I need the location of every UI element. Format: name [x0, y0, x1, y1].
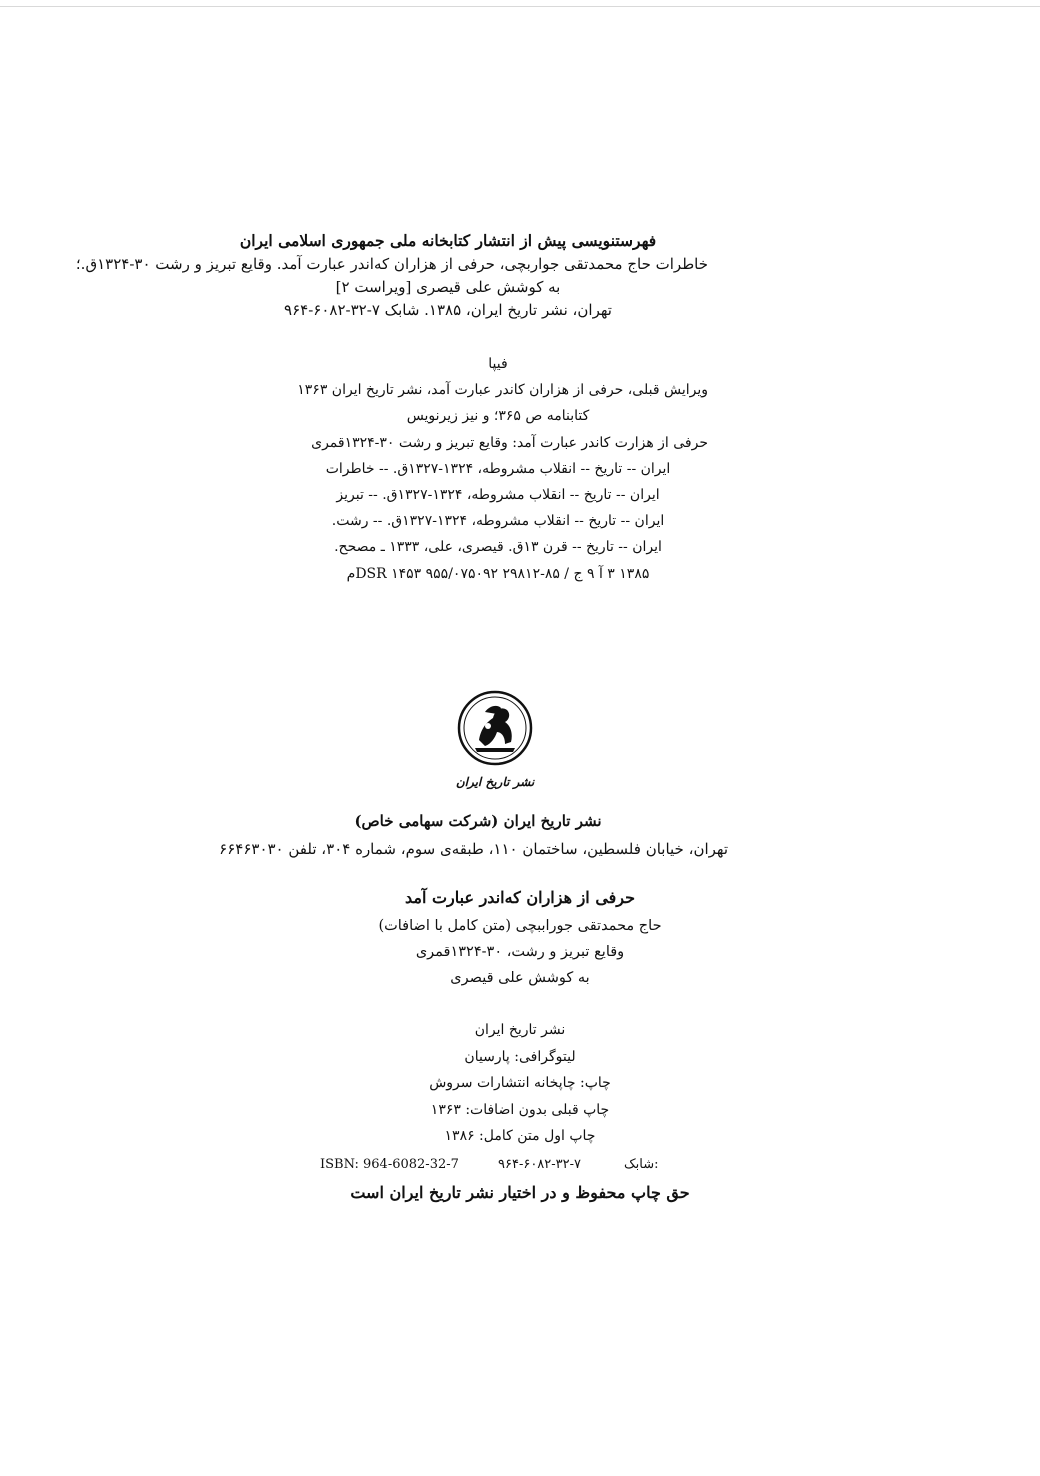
fipa-block [288, 356, 708, 592]
fipa-line: کتابنامه ص ۳۶۵؛ و نیز زیرنویس [406, 408, 590, 425]
book-block [270, 888, 770, 996]
colophon-prev-edition: چاپ قبلی بدون اضافات: ۱۳۶۳ [430, 1101, 610, 1118]
cip-block [75, 231, 708, 324]
colophon-first-full: چاپ اول متن کامل: ۱۳۸۶ [444, 1128, 596, 1144]
cip-heading: فهرستنویسی پیش از انتشار کتابخانه ملی جمهوری اسلامی ایران [239, 231, 657, 250]
colophon-publisher: نشر تاریخ ایران [474, 1022, 566, 1038]
publisher-name [228, 812, 728, 840]
emblem-caption: نشر تاریخ ایران [455, 775, 535, 789]
fipa-line: حرفی از هزارت کاندر عبارت آمد: وقایع تبریز و رشت ۳۰-۱۳۲۴قمری [311, 434, 708, 451]
cip-line-1: خاطرات حاج محمدتقی جواربچی، حرفی از هزاران که‌اندر عبارت آمد. وقایع تبریز و رشت ۳۰-۱۳۲۴ق.؛ [75, 255, 708, 273]
book-line-1: حاج محمدتقی جوراببچی (متن کامل با اضافات) [378, 918, 662, 934]
publisher-block [219, 812, 728, 868]
cip-line-3: تهران، نشر تاریخ ایران، ۱۳۸۵. شابک ۷-۳۲-۶۰۸۲-۹۶۴ [284, 301, 612, 319]
fipa-line: ایران -- تاریخ -- انقلاب مشروطه، ۱۳۲۴-۱۳۲۷ق. -- خاطرات [325, 460, 671, 477]
colophon-lithography: لیتوگرافی: پارسیان [464, 1048, 576, 1065]
publisher-emblem-icon [455, 688, 535, 794]
isbn-latin: ISBN: 964-6082-32-7 [320, 1157, 459, 1172]
book-title: حرفی از هزاران که‌اندر عبارت آمد [404, 888, 636, 907]
fipa-line: ایران -- تاریخ -- انقلاب مشروطه، ۱۳۲۴-۱۳۲۷ق. -- تبریز [336, 486, 660, 503]
shabak-value: ۹۶۴-۶۰۸۲-۳۲-۷ [498, 1157, 582, 1172]
fipa-line: ایران -- تاریخ -- انقلاب مشروطه، ۱۳۲۴-۱۳۲۷ق. -- رشت. [331, 513, 665, 530]
copyright-notice: حق چاپ محفوظ و در اختیار نشر تاریخ ایران است [350, 1183, 690, 1202]
fipa-line: ایران -- تاریخ -- قرن ۱۳ق. قیصری، علی، ۱۳۳۳ ـ مصحح. [334, 539, 662, 556]
fipa-line: ۱۳۸۵ ۳ آ ۹ ج / DSR ۱۴۵۳ ۹۵۵/۰۷۵۰۹۲ ۲۹۸۱۲-۸۵م [346, 565, 650, 582]
publisher-name-text: نشر تاریخ ایران (شرکت سهامی خاص) [354, 812, 602, 830]
colophon-block [270, 1022, 770, 1155]
shabak-label: شابک: [624, 1157, 659, 1172]
book-line-3: به کوشش علی قیصری [450, 970, 590, 986]
book-line-2: وقایع تبریز و رشت، ۳۰-۱۳۲۴قمری [415, 944, 625, 960]
cip-line-2: به کوشش علی قیصری [ویراست ۲] [335, 278, 561, 296]
fipa-line: ویرایش قبلی، حرفی از هزاران کاندر عبارت آمد، نشر تاریخ ایران ۱۳۶۳ [297, 382, 708, 399]
isbn-line [320, 1157, 670, 1177]
publisher-address: تهران، خیابان فلسطین، ساختمان ۱۱۰، طبقه‌ی سوم، شماره ۳۰۴، تلفن ۶۶۴۶۳۰۳۰ [219, 840, 728, 858]
fipa-label: فیپا [488, 356, 508, 372]
top-edge-line [0, 6, 1040, 7]
colophon-print: چاپ: چاپخانه انتشارات سروش [429, 1075, 611, 1091]
